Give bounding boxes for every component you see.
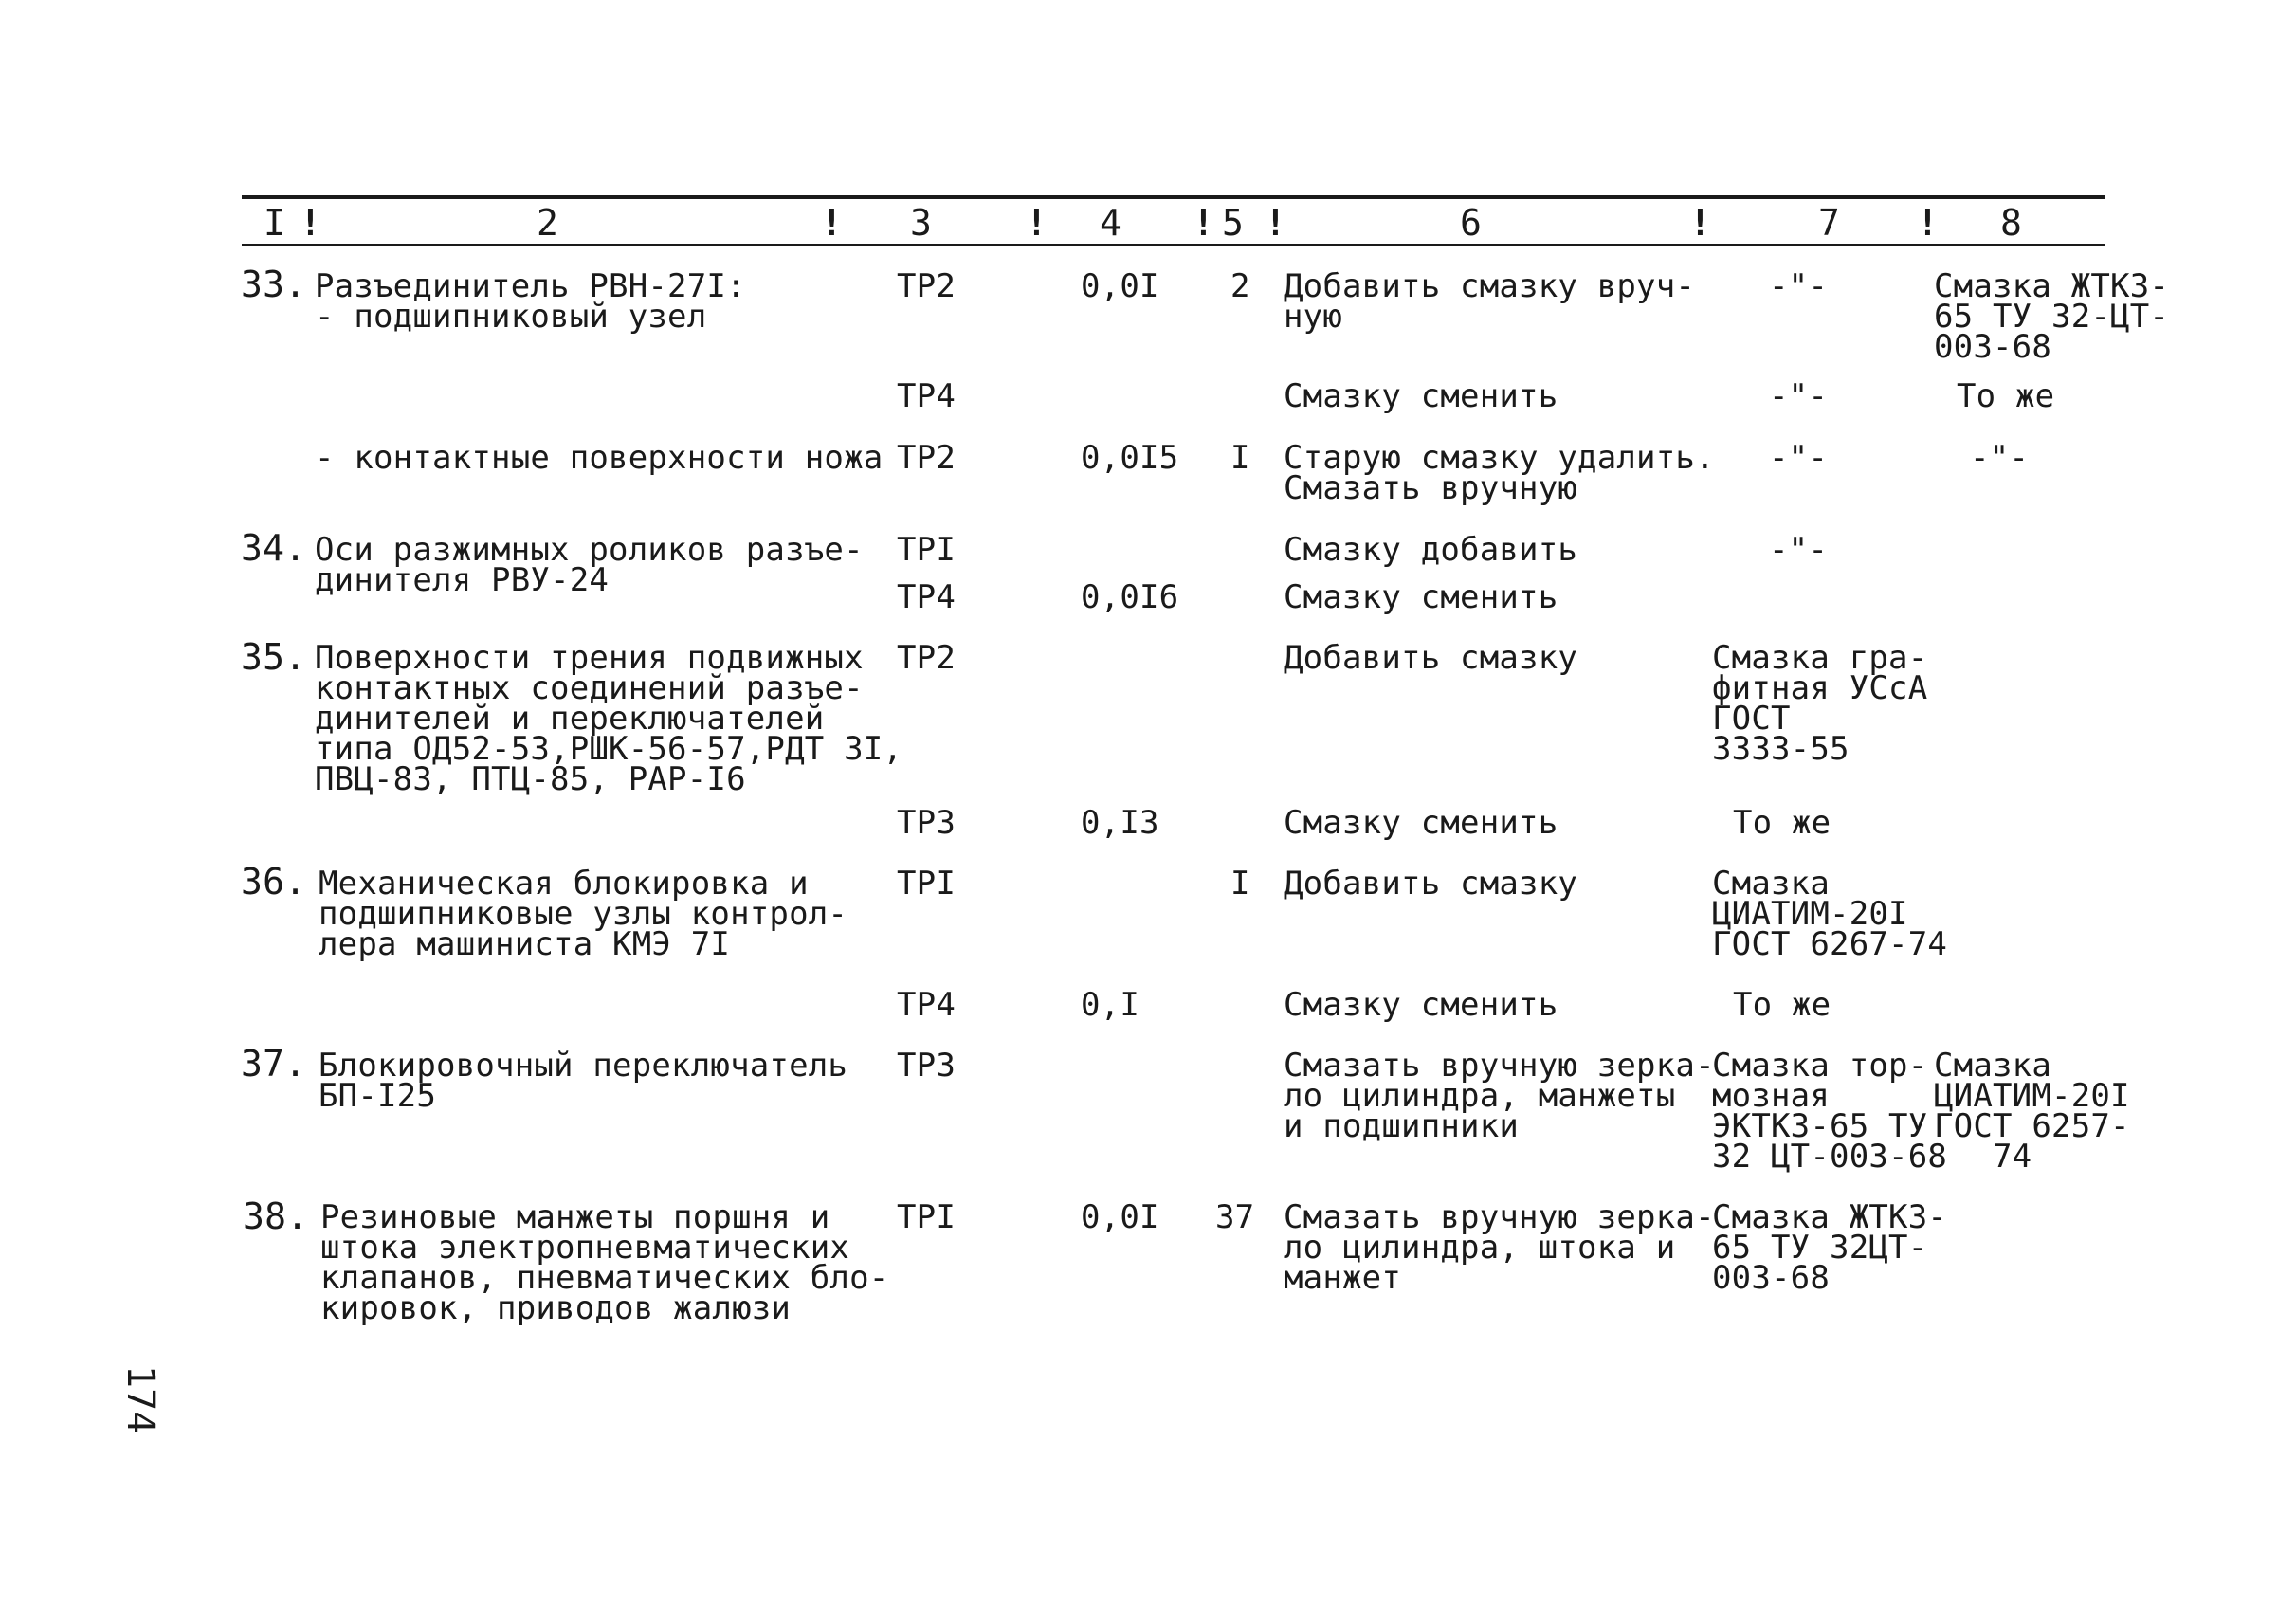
count: I <box>1230 865 1250 903</box>
lubricant-col-7: То же <box>1733 986 1831 1024</box>
lubricant-col-7: Смазка ЦИАТИМ-20I ГОСТ 6267-74 <box>1712 865 1948 963</box>
repair-type: ТРI <box>897 1198 957 1236</box>
lubricant-col-8: То же <box>1957 377 2055 415</box>
item-name: Блокировочный переключатель БП-I25 <box>319 1047 848 1115</box>
quantity: 0,I <box>1081 986 1140 1024</box>
lubricant-col-7: -"- <box>1769 377 1829 415</box>
repair-type: ТРI <box>897 531 957 569</box>
quantity: 0,0I <box>1081 1198 1159 1236</box>
operation: Добавить смазку <box>1284 865 1578 903</box>
operation: Смазку сменить <box>1284 377 1558 415</box>
item-name: Оси разжимных роликов разъе- динителя РВУ-24 <box>315 531 864 599</box>
operation: Добавить смазку <box>1284 639 1578 677</box>
repair-type: ТР2 <box>897 439 957 477</box>
header-separator: ! <box>1917 202 1939 244</box>
lubricant-col-7: Смазка ЖТКЗ- 65 ТУ 32ЦТ- 003-68 <box>1712 1198 1948 1297</box>
quantity: 0,0I6 <box>1081 578 1179 616</box>
header-col-5: 5 <box>1222 202 1244 244</box>
count: 37 <box>1215 1198 1255 1236</box>
header-col-4: 4 <box>1100 202 1121 244</box>
lubricant-col-8: Смазка ЖТКЗ- 65 ТУ 32-ЦТ- 003-68 <box>1934 267 2170 366</box>
table-header-rule <box>242 244 2105 246</box>
repair-type: ТР2 <box>897 639 957 677</box>
item-name: Разъединитель РВН-27I: - подшипниковый узел <box>315 267 746 336</box>
operation: Смазку сменить <box>1284 578 1558 616</box>
header-separator: ! <box>1689 202 1711 244</box>
header-col-7: 7 <box>1818 202 1840 244</box>
header-separator: ! <box>1026 202 1048 244</box>
operation: Смазать вручную зерка- ло цилиндра, штока и манжет <box>1284 1198 1715 1297</box>
item-name: Поверхности трения подвижных контактных соединений разъе- динителей и переключателей типа ОД52-53,РШК-56-57,РДТ 3I, ПВЦ-83, ПТЦ-85, РАР-I6 <box>315 639 903 798</box>
operation: Смазку сменить <box>1284 986 1558 1024</box>
row-number: 34. <box>241 527 307 569</box>
repair-type: ТР3 <box>897 804 957 842</box>
repair-type: ТР3 <box>897 1047 957 1085</box>
count: 2 <box>1230 267 1250 305</box>
header-separator: ! <box>1193 202 1214 244</box>
table-top-rule <box>242 195 2105 199</box>
lubricant-col-7: -"- <box>1769 439 1829 477</box>
operation: Смазку сменить <box>1284 804 1558 842</box>
header-separator: ! <box>300 202 321 244</box>
row-number: 35. <box>241 636 307 678</box>
quantity: 0,0I <box>1081 267 1159 305</box>
repair-type: ТР4 <box>897 578 957 616</box>
lubricant-col-8: -"- <box>1970 439 2030 477</box>
operation: Смазку добавить <box>1284 531 1578 569</box>
item-name: Резиновые манжеты поршня и штока электропневматических клапанов, пневматических бло- кировок, приводов жалюзи <box>320 1198 889 1327</box>
header-col-8: 8 <box>2000 202 2022 244</box>
header-separator: ! <box>1265 202 1286 244</box>
lubricant-col-7: Смазка тор- мозная ЭКТКЗ-65 ТУ 32 ЦТ-003-68 <box>1712 1047 1948 1176</box>
quantity: 0,I3 <box>1081 804 1159 842</box>
lubricant-col-8: Смазка ЦИАТИМ-20I ГОСТ 6257- 74 <box>1934 1047 2130 1176</box>
header-col-2: 2 <box>537 202 558 244</box>
lubricant-col-7: -"- <box>1769 267 1829 305</box>
operation: Старую смазку удалить. Смазать вручную <box>1284 439 1715 507</box>
header-col-6: 6 <box>1460 202 1482 244</box>
header-col-3: 3 <box>910 202 932 244</box>
lubricant-col-7: -"- <box>1769 531 1829 569</box>
repair-type: ТР2 <box>897 267 957 305</box>
row-number: 37. <box>241 1043 307 1085</box>
row-number: 36. <box>241 861 307 903</box>
row-number: 38. <box>243 1195 309 1237</box>
repair-type: ТРI <box>897 865 957 903</box>
quantity: 0,0I5 <box>1081 439 1179 477</box>
lubricant-col-7: То же <box>1733 804 1831 842</box>
repair-type: ТР4 <box>897 986 957 1024</box>
header-separator: ! <box>821 202 843 244</box>
item-name: Механическая блокировка и подшипниковые узлы контрол- лера машиниста КМЭ 7I <box>319 865 848 963</box>
operation: Добавить смазку вруч- ную <box>1284 267 1696 336</box>
row-number: 33. <box>241 264 307 305</box>
item-name: - контактные поверхности ножа <box>315 439 884 477</box>
lubricant-col-7: Смазка гра- фитная УСсА ГОСТ 3333-55 <box>1712 639 1928 768</box>
repair-type: ТР4 <box>897 377 957 415</box>
page-number: 174 <box>118 1365 162 1434</box>
header-col-1: I <box>264 202 285 244</box>
operation: Смазать вручную зерка- ло цилиндра, манжеты и подшипники <box>1284 1047 1715 1145</box>
count: I <box>1230 439 1250 477</box>
